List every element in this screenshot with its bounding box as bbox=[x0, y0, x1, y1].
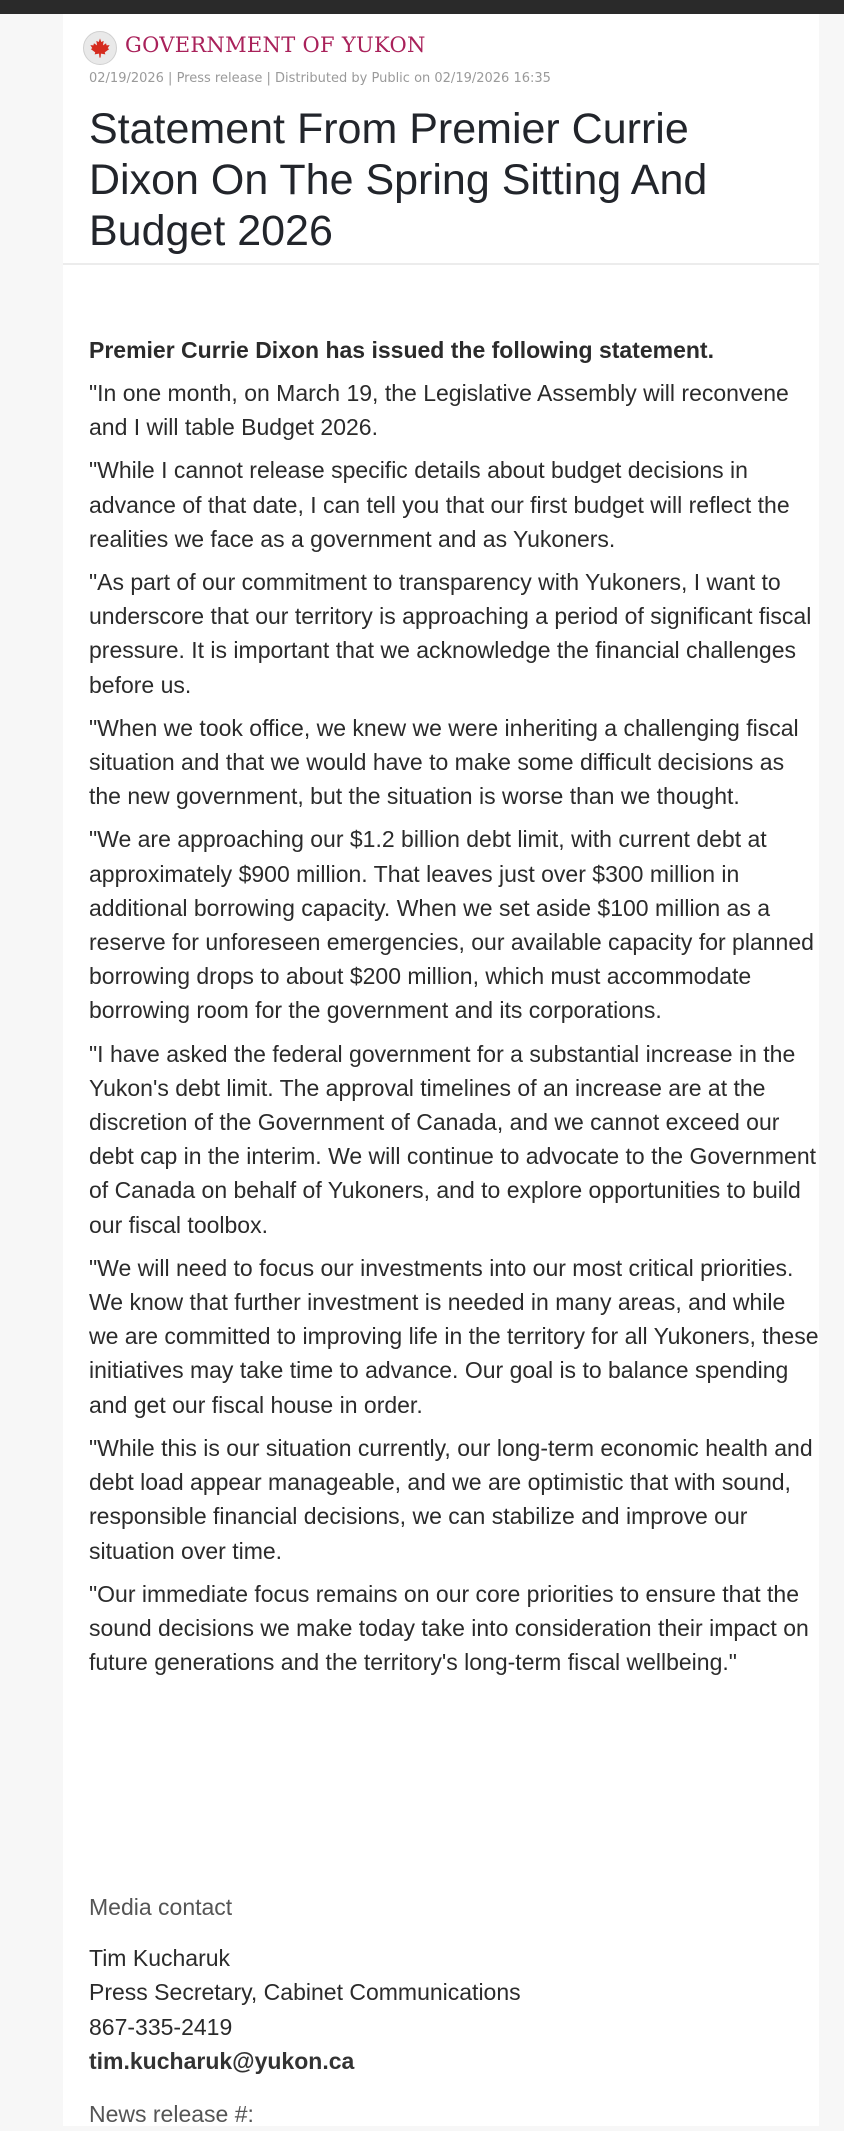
paragraph: "We will need to focus our investments into our most critical priorities. We know that further investment is needed in many areas, and while we are committed to improving life in the territory for all Yukoners, these initiatives may take time to advance. Our goal is to balance spending and get our fiscal house in order. bbox=[89, 1254, 819, 1418]
article-card bbox=[63, 14, 819, 2126]
media-contact-heading: Media contact bbox=[89, 1894, 233, 1920]
maple-leaf-icon bbox=[83, 31, 117, 65]
news-release-number-label: News release #: bbox=[89, 2101, 254, 2127]
paragraph: "When we took office, we knew we were inheriting a challenging fiscal situation and that we would have to make some difficult decisions as the new government, but the situation is worse than we thought. bbox=[89, 714, 799, 810]
paragraph: "In one month, on March 19, the Legislative Assembly will reconvene and I will table Budget 2026. bbox=[89, 380, 789, 441]
paragraph: "While I cannot release specific details about budget decisions in advance of that date, I can tell you that our first budget will reflect the realities we face as a government and as Yukoners. bbox=[89, 457, 790, 552]
contact-phone: 867-335-2419 bbox=[89, 2013, 233, 2040]
lead-statement: Premier Currie Dixon has issued the following statement. bbox=[89, 337, 714, 363]
contact-name: Tim Kucharuk bbox=[89, 1945, 231, 1971]
paragraph: "We are approaching our $1.2 billion debt limit, with current debt at approximately $900 million. That leaves just over $300 million in additional borrowing capacity. When we set aside $100 million as a reserve for unforeseen emergencies, our available capacity for planned borrowing drops to about $200 million, which must accommodate borrowing room for the government and its corporations. bbox=[89, 826, 814, 1024]
paragraph: "I have asked the federal government for a substantial increase in the Yukon's debt limit. The approval timelines of an increase are at the discretion of the Government of Canada, and we cannot exceed our debt cap in the interim. We will continue to advocate to the Government of Canada on behalf of Yukoners, and to explore opportunities to build our fiscal toolbox. bbox=[89, 1040, 817, 1238]
browser-top-bar bbox=[0, 0, 844, 14]
header-divider bbox=[63, 263, 819, 265]
contact-email-link[interactable]: tim.kucharuk@yukon.ca bbox=[89, 2047, 355, 2074]
page-title: Statement From Premier Currie Dixon On The Spring Sitting And Budget 2026 bbox=[89, 105, 708, 255]
contact-block bbox=[89, 1941, 521, 2078]
paragraph: "As part of our commitment to transparency with Yukoners, I want to underscore that our territory is approaching a period of significant fiscal pressure. It is important that we acknowledge the financial challenges before us. bbox=[89, 569, 812, 698]
release-meta: 02/19/2026 | Press release | Distributed by Public on 02/19/2026 16:35 bbox=[89, 71, 551, 86]
site-brand[interactable] bbox=[83, 28, 426, 68]
article-body bbox=[89, 333, 819, 1688]
paragraph: "Our immediate focus remains on our core priorities to ensure that the sound decisions we make today take into consideration their impact on future generations and the territory's long-term fiscal wellbeing." bbox=[89, 1580, 809, 1676]
brand-name: GOVERNMENT OF YUKON bbox=[125, 33, 426, 57]
contact-role: Press Secretary, Cabinet Communications bbox=[89, 1979, 521, 2006]
paragraph: "While this is our situation currently, our long-term economic health and debt load appear manageable, and we are optimistic that with sound, responsible financial decisions, we can stabilize and improve our situation over time. bbox=[89, 1434, 813, 1564]
